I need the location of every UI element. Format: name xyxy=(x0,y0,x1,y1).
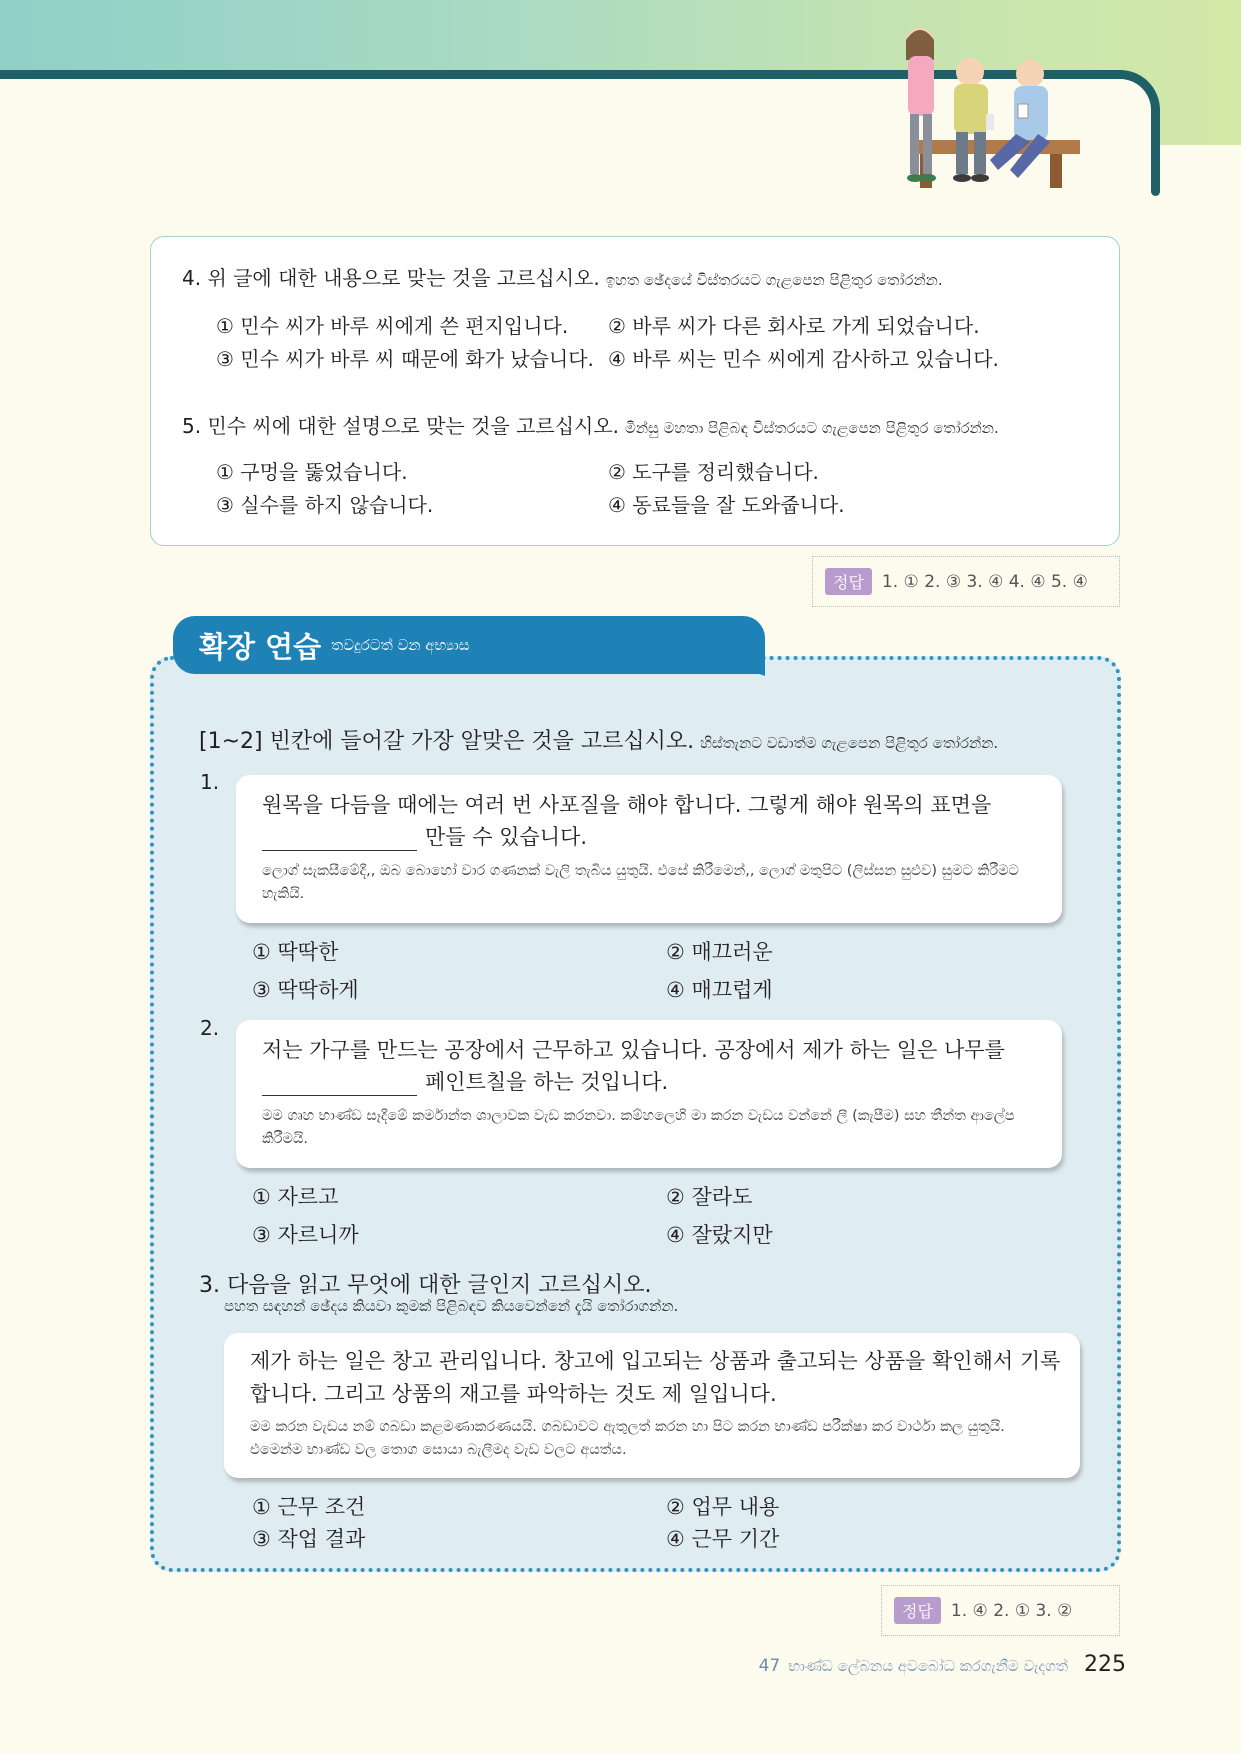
q3-option-4[interactable]: ④ 근무 기간 xyxy=(666,1527,780,1551)
answer-label: 정답 xyxy=(894,1597,941,1624)
q1-passage-line2-text: 만들 수 있습니다. xyxy=(425,825,588,849)
page-number: 225 xyxy=(1084,1652,1126,1677)
answer-blank xyxy=(262,1073,417,1096)
answer-text: 1. ① 2. ③ 3. ④ 4. ④ 5. ④ xyxy=(881,571,1088,592)
q3-option-1[interactable]: ① 근무 조건 xyxy=(252,1495,366,1519)
answer-key-2 xyxy=(881,1585,1120,1636)
q2-passage-line1: 저는 가구를 만드는 공장에서 근무하고 있습니다. 공장에서 제가 하는 일은 나무를 xyxy=(262,1038,1005,1062)
q3-passage-line1: 제가 하는 일은 창고 관리입니다. 창고에 입고되는 상품과 출고되는 상품을 확인해서 기록 xyxy=(250,1349,1061,1373)
question-4-title xyxy=(182,262,943,291)
q2-option-2[interactable]: ② 잘라도 xyxy=(666,1185,753,1209)
question-5-text: 5. 민수 씨에 대한 설명으로 맞는 것을 고르십시오. xyxy=(182,414,620,438)
q4-option-1[interactable]: ① 민수 씨가 바루 씨에게 쓴 편지입니다. xyxy=(216,314,569,338)
instruction xyxy=(199,724,998,755)
question-3-title: 3. 다음을 읽고 무엇에 대한 글인지 고르십시오. xyxy=(199,1273,652,1298)
question-3-translation: පහත සඳහන් ඡේදය කියවා කුමක් පිළිබඳව කියවෙන්නේ දැයි තෝරාගන්න. xyxy=(224,1297,679,1315)
q4-option-3[interactable]: ③ 민수 씨가 바루 씨 때문에 화가 났습니다. xyxy=(216,347,594,371)
people-illustration xyxy=(890,10,1090,210)
q3-translation: මම කරන වැඩය නම් ගබඩා කළමණාකරණයයි. ගබඩාවට ඇතුලත් කරන හා පිට කරන භාණ්ඩ පරීක්ෂා කර වාර්ථා කල යුතුයි. එමෙන්ම භාණ්ඩ වල තොග සොයා බැලීමද වැඩ වලට අයත්ය. xyxy=(250,1419,1005,1458)
instruction-text: [1~2] 빈칸에 들어갈 가장 알맞은 것을 고르십시오. xyxy=(199,729,695,754)
q5-option-4[interactable]: ④ 동료들을 잘 도와줍니다. xyxy=(608,493,845,517)
q3-option-2[interactable]: ② 업무 내용 xyxy=(666,1495,780,1519)
q1-option-2[interactable]: ② 매끄러운 xyxy=(666,940,773,964)
question-2-number: 2. xyxy=(200,1016,220,1040)
q2-option-3[interactable]: ③ 자르니까 xyxy=(252,1223,359,1247)
q2-translation: මම ගෘහ භාණ්ඩ සෑදීමේ කර්මාන්ත ශාලාවක වැඩ කරනවා. කම්හලෙහි මා කරන වැඩය වන්නේ ලී (කැපීම) සහ තීන්ත ආලේප කිරීමයි. xyxy=(262,1108,1015,1147)
q5-option-3[interactable]: ③ 실수를 하지 않습니다. xyxy=(216,493,434,517)
header-rule-end xyxy=(1151,140,1160,196)
q4-option-4[interactable]: ④ 바루 씨는 민수 씨에게 감사하고 있습니다. xyxy=(608,347,999,371)
question-5-title xyxy=(182,410,999,439)
extension-title: 확장 연습 xyxy=(199,629,322,664)
q2-passage-line2-text: 페인트칠을 하는 것입니다. xyxy=(425,1070,669,1094)
answer-label: 정답 xyxy=(825,568,872,595)
answer-text: 1. ④ 2. ① 3. ② xyxy=(950,1600,1073,1621)
q1-passage-line1: 원목을 다듬을 때에는 여러 번 사포질을 해야 합니다. 그렇게 해야 원목의 표면을 xyxy=(262,793,992,817)
q2-option-1[interactable]: ① 자르고 xyxy=(252,1185,339,1209)
q3-passage-line2: 합니다. 그리고 상품의 재고를 파악하는 것도 제 일입니다. xyxy=(250,1382,777,1406)
extension-title-translation: තවදුරටත් වන අභ්‍යාස xyxy=(331,636,470,654)
chapter-title: භාණ්ඩ ලේබනය අවබෝධ කරගැනීම වැදගත් xyxy=(788,1657,1068,1675)
q4-option-2[interactable]: ② 바루 씨가 다른 회사로 가게 되었습니다. xyxy=(608,314,980,338)
question-1-card xyxy=(236,775,1062,923)
answer-key-1 xyxy=(812,556,1120,607)
q5-option-1[interactable]: ① 구멍을 뚫었습니다. xyxy=(216,460,408,484)
answer-blank xyxy=(262,828,417,851)
question-5-translation: මින්සු මහතා පිළිබඳ විස්තරයට ගැළපෙන පිළිතුර තෝරන්න. xyxy=(625,419,999,437)
question-4-translation: ඉහත ඡේදයේ විස්තරයට ගැළපෙන පිළිතුර තෝරන්න. xyxy=(605,271,943,289)
question-3-card xyxy=(224,1333,1080,1478)
q2-passage-line2 xyxy=(262,1066,668,1096)
question-1-number: 1. xyxy=(200,770,220,794)
extension-practice-tab xyxy=(173,616,765,674)
q1-passage-line2 xyxy=(262,821,587,851)
q2-option-4[interactable]: ④ 잘랐지만 xyxy=(666,1223,773,1247)
q1-option-3[interactable]: ③ 딱딱하게 xyxy=(252,978,359,1002)
q5-option-2[interactable]: ② 도구를 정리했습니다. xyxy=(608,460,819,484)
q1-option-1[interactable]: ① 딱딱한 xyxy=(252,940,339,964)
q1-option-4[interactable]: ④ 매끄럽게 xyxy=(666,978,773,1002)
q3-option-3[interactable]: ③ 작업 결과 xyxy=(252,1527,366,1551)
question-4-text: 4. 위 글에 대한 내용으로 맞는 것을 고르십시오. xyxy=(182,266,600,290)
question-2-card xyxy=(236,1020,1062,1168)
instruction-translation: හිස්තැනට වඩාත්ම ගැළපෙන පිළිතුර තෝරන්න. xyxy=(700,734,999,752)
q1-translation: ලොග් සැකසීමේදී,, ඔබ බොහෝ වාර ගණනක් වැලි තැබිය යුතුයි. එසේ කිරීමෙන්,, ලොග් මතුපිට (ලිස්සන සුළුව) සුමට කිරීමට හැකියි. xyxy=(262,863,1019,902)
page-footer xyxy=(759,1652,1126,1677)
chapter-number: 47 xyxy=(758,1656,781,1676)
